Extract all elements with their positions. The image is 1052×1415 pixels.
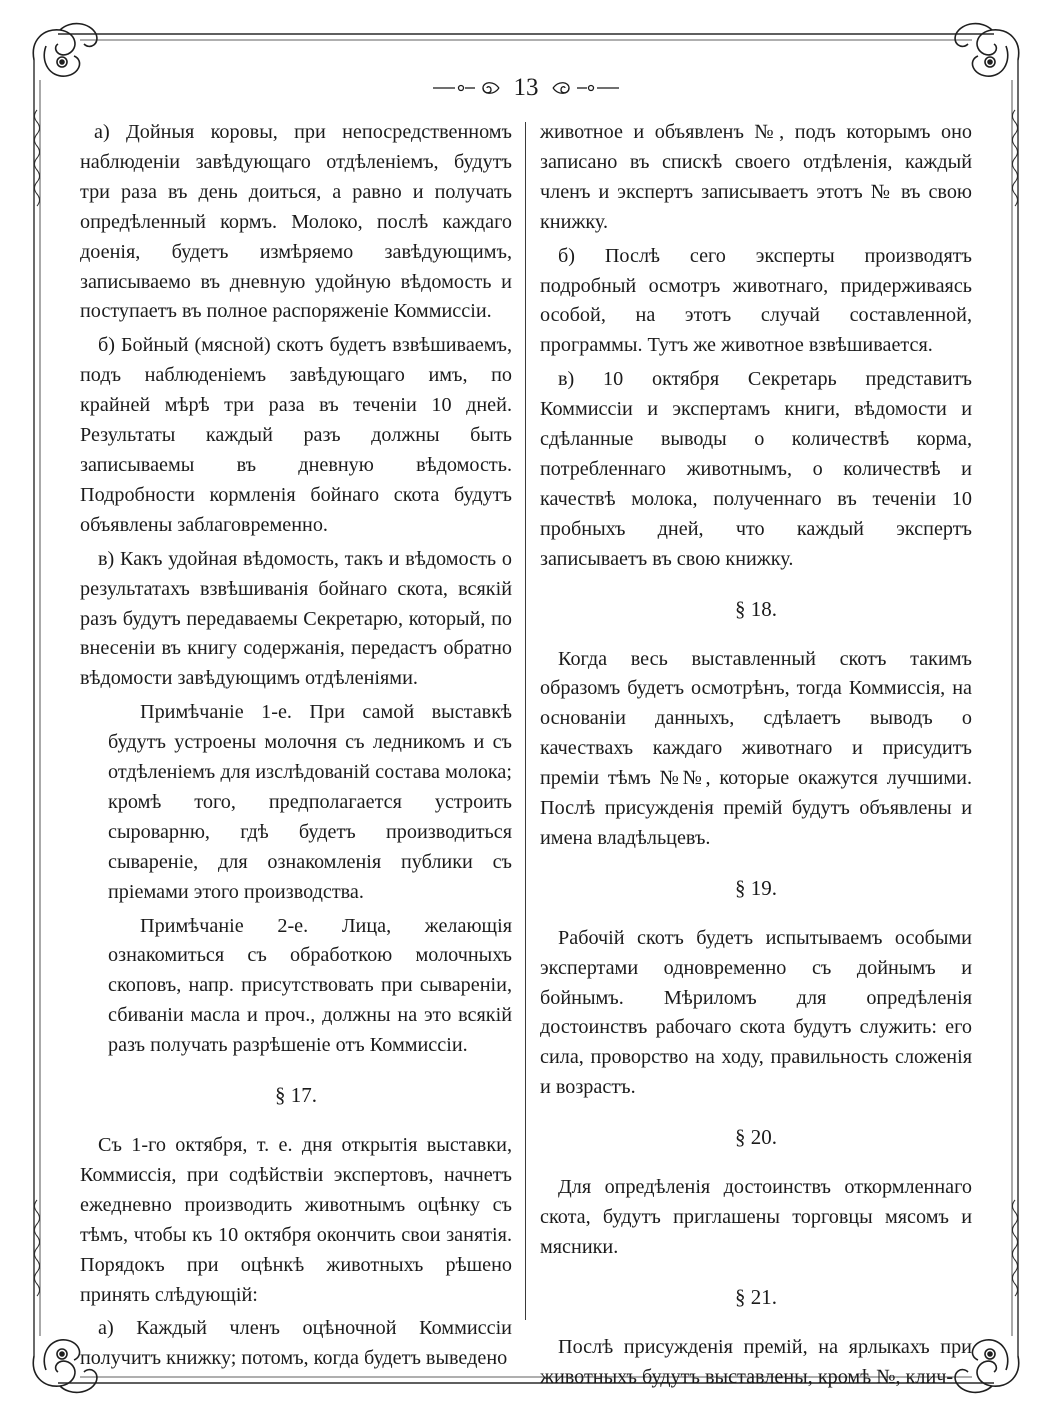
paragraph-continuation: животное и объявленъ №, подъ которымъ оно записано въ спискѣ своего отдѣленія, каждый членъ и экспертъ записываетъ этотъ № въ свою книжку. (540, 121, 972, 233)
note-2: Примѣчаніе 2-е. Лица, желающія ознакомиться съ обработкою молочныхъ скоповъ, напр. присутствовать при сывареніи, сбиваніи масла и проч., должны на это всякій разъ получать разрѣшеніе отъ Коммиссіи. (108, 914, 512, 1057)
paragraph-20: Для опредѣленія достоинствъ откормленнаго скота, будутъ приглашены торговцы мясомъ и мясники. (540, 1176, 972, 1258)
section-heading-19: § 19. (735, 875, 777, 900)
section-heading-21: § 21. (735, 1284, 777, 1309)
paragraph-v: в) 10 октября Секретарь представитъ Коммиссіи и экспертамъ книги, вѣдомости и сдѣланные выводы о количествѣ корма, потребленнаго животнымъ, о количествѣ и качествѣ молока, полученнаго въ теченіи 10 пробныхъ дней, что каждый экспертъ записываетъ въ свою книжку. (540, 368, 972, 570)
paragraph-18: Когда весь выставленный скотъ такимъ образомъ будетъ осмотрѣнъ, тогда Коммиссія, на основаніи данныхъ, сдѣлаетъ выводъ о качествахъ каждаго животнаго и присудитъ преміи тѣмъ №№, которые окажутся лучшими. Послѣ присужденія премій будутъ объявлены и имена владѣльцевъ. (540, 647, 972, 849)
paragraph-a: а) Дойныя коровы, при непосредственномъ наблюденіи завѣдующаго отдѣленіемъ, будутъ три раза въ день доиться, а равно и получать опредѣленный кормъ. Молоко, послѣ каждаго доенія, будетъ измѣряемо завѣдующимъ, записываемо въ дневную удойную вѣдомость и поступаетъ въ полное распоряженіе Коммиссіи. (80, 121, 512, 323)
paragraph-17-a: а) Каждый членъ оцѣночной Коммиссіи получитъ книжку; потомъ, когда будетъ выведено (80, 1317, 512, 1370)
section-heading-17: § 17. (275, 1083, 317, 1108)
left-header-ornament (431, 76, 501, 100)
page-header (0, 68, 1052, 108)
left-column (80, 118, 512, 1378)
paragraph-v: в) Какъ удойная вѣдомость, такъ и вѣдомость о результатахъ взвѣшиванія бойнаго скота, всякій разъ будутъ передаваемы Секретарю, который, по внесеніи въ книгу содержанія, передастъ обратно вѣдомости завѣдующимъ отдѣленіями. (80, 547, 512, 690)
paragraph-19: Рабочій скотъ будетъ испытываемъ особыми экспертами одновременно съ дойнымъ и бойнымъ. Мѣриломъ для опредѣленія достоинствъ рабочаго скота будутъ служить: его сила, проворство на ходу, правильность сложенія и возрастъ. (540, 926, 972, 1099)
column-divider (525, 122, 526, 1320)
note-1: Примѣчаніе 1-е. При самой выставкѣ будутъ устроены молочня съ ледникомъ и съ отдѣленіемъ для изслѣдованій состава молока; кромѣ того, предполагается устроить сыроварню, гдѣ будетъ производиться сывареніе, для ознакомленія публики съ пріемами этого производства. (108, 701, 512, 903)
paragraph-17: Съ 1-го октября, т. е. дня открытія выставки, Коммиссія, при содѣйствіи экспертовъ, начнетъ ежедневно производить животнымъ оцѣнку съ тѣмъ, чтобы къ 10 октября окончить свои занятія. Порядокъ при оцѣнкѣ животныхъ рѣшено принять слѣдующій: (80, 1134, 512, 1306)
section-heading-20: § 20. (735, 1125, 777, 1150)
paragraph-21: Послѣ присужденія премій, на ярлыкахъ при животныхъ будутъ выставлены, кромѣ №, клич- (540, 1335, 972, 1388)
section-heading-18: § 18. (735, 596, 777, 621)
paragraph-b: б) Послѣ сего эксперты производятъ подробный осмотръ животнаго, придерживаясь особой, на этотъ случай составленной, программы. Тутъ же животное взвѣшивается. (540, 244, 972, 357)
right-column (540, 118, 972, 1397)
paragraph-b: б) Бойный (мясной) скотъ будетъ взвѣшиваемъ, подъ наблюденіемъ завѣдующаго имъ, по крайней мѣрѣ три раза въ теченіи 10 дней. Результаты каждый разъ должны быть записываемы въ дневную вѣдомость. Подробности кормленія бойнаго скота будутъ объявлены заблаговременно. (80, 334, 512, 536)
page-number: 13 (513, 74, 539, 101)
right-header-ornament (551, 76, 621, 100)
